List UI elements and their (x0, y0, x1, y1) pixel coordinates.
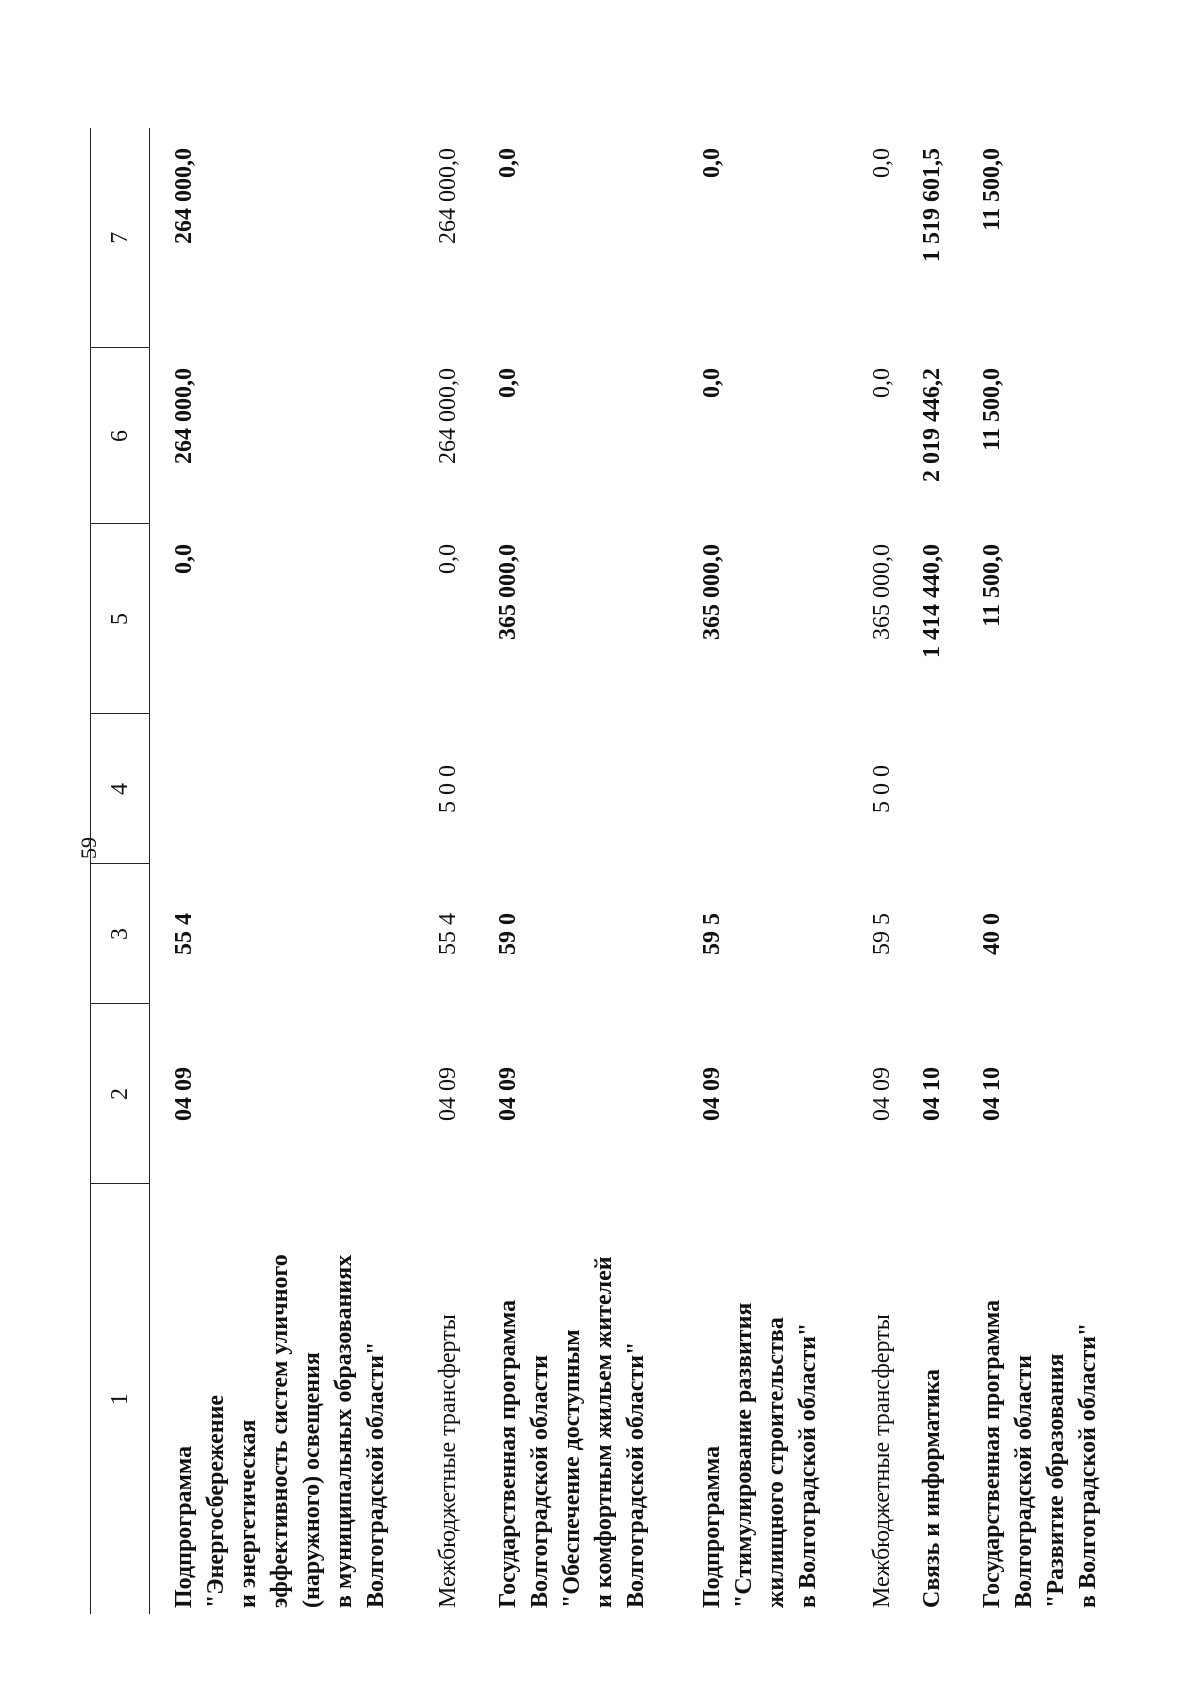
row-name-line: и энергетическая (235, 1419, 261, 1608)
amount-col-7: 0,0 (869, 148, 895, 178)
target-code (916, 864, 948, 1004)
col-header-5: 5 (91, 524, 150, 714)
row-spacer (464, 128, 492, 1614)
row-spacer (898, 128, 916, 1614)
amount-col-6: 264 000,0 (435, 368, 461, 464)
amount-col-6: 264 000,0 (171, 368, 197, 464)
row-name-line: в муниципальных образованиях (331, 1254, 357, 1608)
section-code: 04 09 (869, 1067, 895, 1121)
row-name-line: Межбюджетные трансферты (435, 1314, 461, 1608)
row-name-line: Волгоградской области (1011, 1355, 1037, 1608)
row-name-line: Волгоградской области (527, 1355, 553, 1608)
row-name-line: "Обеспечение доступным (559, 1329, 585, 1608)
amount-col-7: 264 000,0 (171, 148, 197, 244)
expense-type-code (916, 714, 948, 864)
col-header-6: 6 (91, 348, 150, 524)
row-name (432, 1184, 464, 1614)
col-header-7: 7 (91, 128, 150, 348)
amount-col-5: 365 000,0 (495, 544, 521, 640)
amount-col-5: 365 000,0 (869, 544, 895, 640)
target-code: 55 4 (435, 913, 461, 955)
row-spacer (652, 128, 696, 1614)
amount-col-6: 2 019 446,2 (919, 368, 945, 482)
row-name (150, 1184, 393, 1614)
row-name-line: Связь и информатика (919, 1368, 945, 1608)
row-spacer (392, 128, 432, 1614)
expense-type-code (976, 714, 1104, 864)
amount-col-6: 0,0 (699, 368, 725, 398)
row-name-line: Подпрограмма (699, 1445, 725, 1608)
amount-col-7: 1 519 601,5 (919, 148, 945, 262)
row-name-line: Государственная программа (495, 1299, 521, 1608)
expense-type-code: 5 0 0 (435, 765, 461, 813)
row-name-line: Волгоградской области" (623, 1341, 649, 1608)
table-row (916, 128, 948, 1614)
amount-col-5: 0,0 (435, 544, 461, 574)
amount-col-5: 11 500,0 (979, 544, 1005, 627)
row-name (866, 1184, 898, 1614)
amount-col-5: 1 414 440,0 (919, 544, 945, 658)
amount-col-7: 264 000,0 (435, 148, 461, 244)
table-row (492, 128, 652, 1614)
row-name (916, 1184, 948, 1614)
row-name-line: "Энергосбережение (203, 1394, 229, 1608)
amount-col-5: 365 000,0 (699, 544, 725, 640)
section-code: 04 09 (699, 1067, 725, 1121)
amount-col-6: 0,0 (495, 368, 521, 398)
row-name-line: "Стимулирование развития (731, 1302, 757, 1608)
row-name (696, 1184, 824, 1614)
table-header (91, 128, 150, 1614)
table-body (150, 128, 1105, 1614)
row-name-line: (наружного) освещения (299, 1352, 325, 1608)
col-header-4: 4 (91, 714, 150, 864)
section-code: 04 10 (979, 1067, 1005, 1121)
expense-type-code (492, 714, 652, 864)
target-code: 59 5 (699, 913, 725, 955)
amount-col-6: 11 500,0 (979, 368, 1005, 451)
table-row (696, 128, 824, 1614)
row-name-line: Подпрограмма (171, 1445, 197, 1608)
row-name-line: в Волгоградской области" (795, 1322, 821, 1608)
row-name-line: в Волгоградской области" (1075, 1322, 1101, 1608)
expense-type-code (150, 714, 393, 864)
table-row (150, 128, 393, 1614)
amount-col-7: 11 500,0 (979, 148, 1005, 231)
table-row (976, 128, 1104, 1614)
expense-type-code: 5 0 0 (869, 765, 895, 813)
row-name-line: "Развитие образования (1043, 1353, 1069, 1608)
row-name-line: и комфортным жильем жителей (591, 1256, 617, 1608)
col-header-2: 2 (91, 1004, 150, 1184)
target-code: 59 5 (869, 913, 895, 955)
expense-type-code (696, 714, 824, 864)
table-row (866, 128, 898, 1614)
target-code: 59 0 (495, 913, 521, 955)
col-header-1: 1 (91, 1184, 150, 1614)
section-code: 04 09 (171, 1067, 197, 1121)
row-name-line: Государственная программа (979, 1299, 1005, 1608)
section-code: 04 10 (919, 1067, 945, 1121)
col-header-3: 3 (91, 864, 150, 1004)
row-name-line: эффективность систем уличного (267, 1254, 293, 1608)
row-name-line: Межбюджетные трансферты (869, 1314, 895, 1608)
row-spacer (824, 128, 866, 1614)
row-name (976, 1184, 1104, 1614)
row-name (492, 1184, 652, 1614)
budget-table (90, 128, 1104, 1614)
amount-col-5: 0,0 (171, 544, 197, 574)
row-name-line: жилищного строительства (763, 1317, 789, 1608)
target-code: 40 0 (979, 913, 1005, 955)
amount-col-6: 0,0 (869, 368, 895, 398)
page-number: 59 (76, 837, 101, 859)
section-code: 04 09 (495, 1067, 521, 1121)
table-row (432, 128, 464, 1614)
row-name-line: Волгоградской области" (363, 1341, 389, 1608)
row-spacer (948, 128, 976, 1614)
section-code: 04 09 (435, 1067, 461, 1121)
amount-col-7: 0,0 (495, 148, 521, 178)
target-code: 55 4 (171, 913, 197, 955)
amount-col-7: 0,0 (699, 148, 725, 178)
